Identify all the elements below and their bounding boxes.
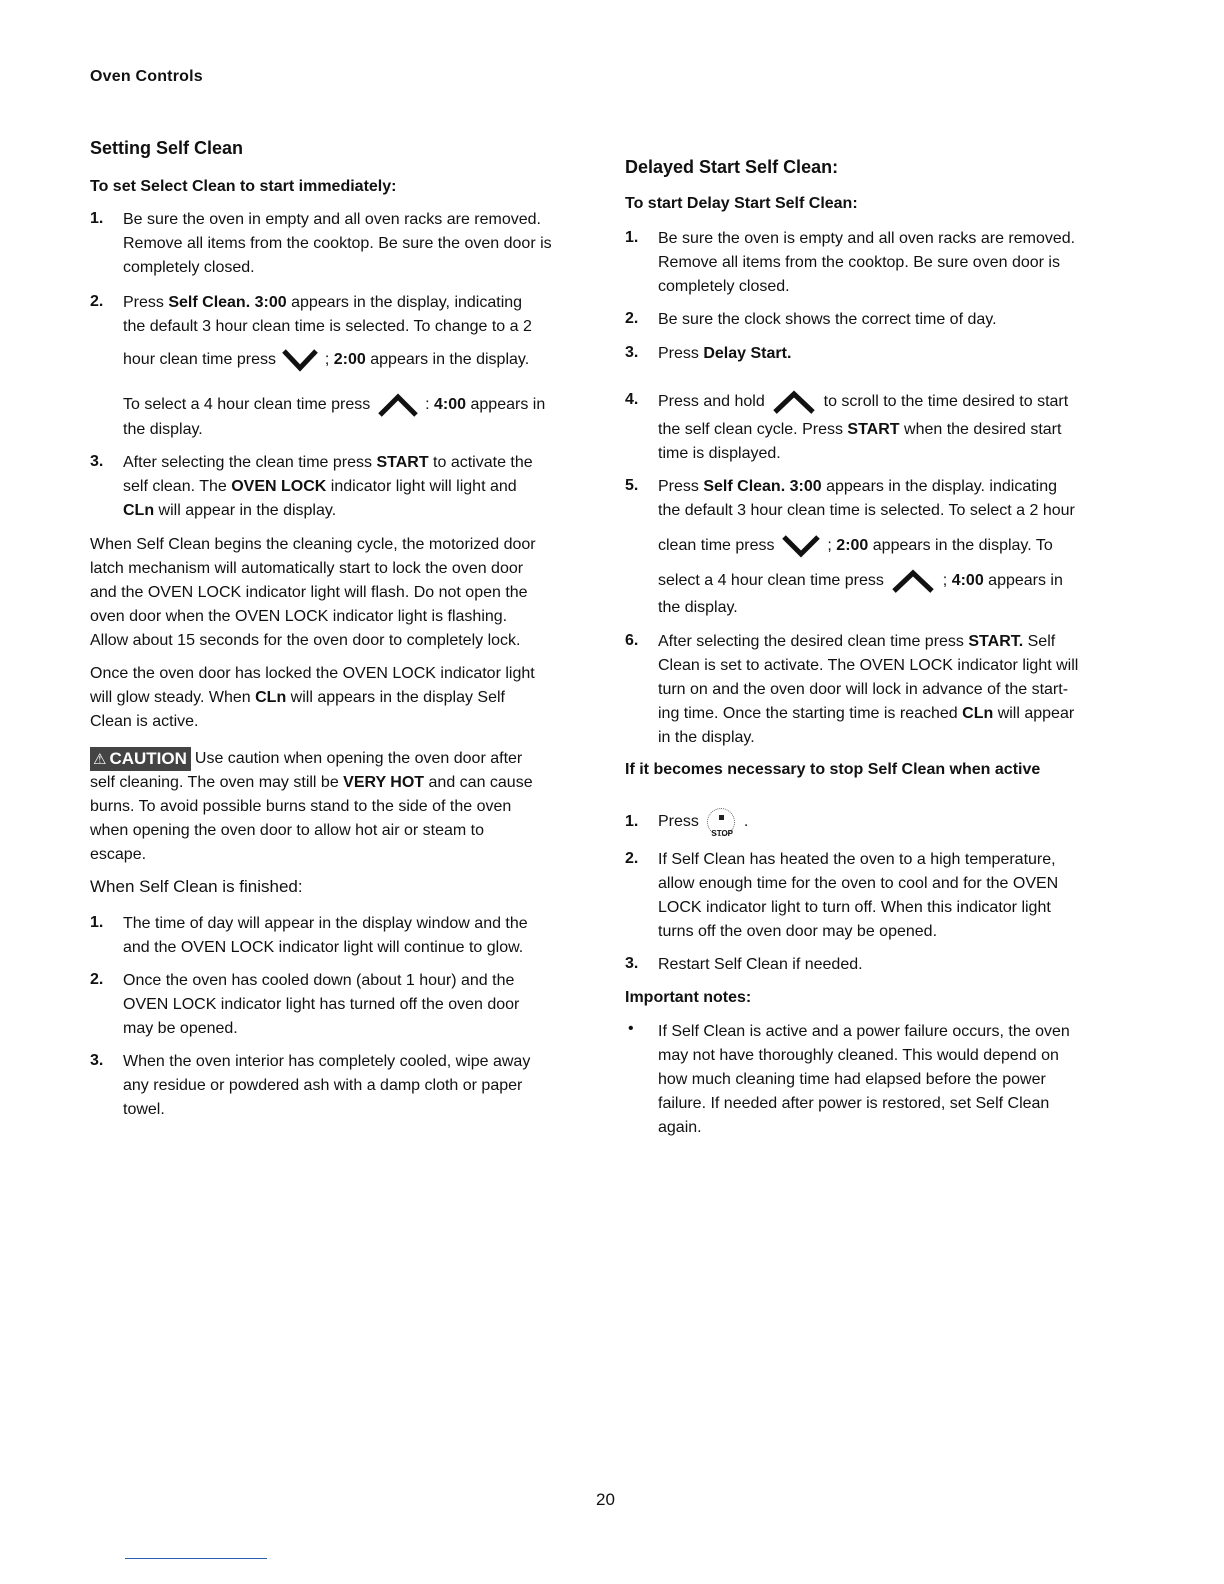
step-text: and the OVEN LOCK indicator light will continue to glow. (123, 939, 524, 956)
caution-text: burns. To avoid possible burns stand to the side of the oven (90, 798, 512, 815)
step-text: Press STOP . (658, 808, 748, 836)
step-text: The time of day will appear in the display window and the (123, 915, 528, 932)
step-text: Press and hold to scroll to the time desired to start (658, 388, 1068, 416)
step-text: Once the oven has cooled down (about 1 hour) and the (123, 972, 515, 989)
step-number: 1. (625, 229, 639, 246)
step-text: Remove all items from the cooktop. Be sure oven door is (658, 254, 1060, 271)
page-number: 20 (596, 1490, 615, 1509)
footnote-rule (125, 1558, 267, 1559)
step-number: 1. (90, 210, 104, 227)
paragraph-text: oven door when the OVEN LOCK indicator light is flashing. (90, 608, 508, 625)
delayed-start-title: Delayed Start Self Clean: (625, 157, 839, 177)
paragraph-text: Allow about 15 seconds for the oven door to completely lock. (90, 632, 521, 649)
paragraph-text: Clean is active. (90, 713, 199, 730)
caution-text: self cleaning. The oven may still be VERY HOT and can cause (90, 774, 533, 791)
step-text: allow enough time for the oven to cool and for the OVEN (658, 875, 1059, 892)
step-text: After selecting the desired clean time press START. Self (658, 633, 1056, 650)
step-text: self clean. The OVEN LOCK indicator light will light and (123, 478, 517, 495)
chevron-down-icon (280, 346, 320, 374)
step-text: towel. (123, 1101, 165, 1118)
step-number: 3. (90, 453, 104, 470)
delayed-start-subtitle: To start Delay Start Self Clean: (625, 195, 858, 212)
step-text: in the display. (658, 729, 755, 746)
note-text: failure. If needed after power is restored, set Self Clean (658, 1095, 1050, 1112)
stop-icon: STOP (707, 808, 735, 836)
chevron-down-icon (779, 532, 823, 560)
immediate-subtitle: To set Select Clean to start immediately: (90, 178, 397, 195)
step-text: ing time. Once the starting time is reached CLn will appear (658, 705, 1075, 722)
step-text: Press Self Clean. 3:00 appears in the display. indicating (658, 478, 1058, 495)
paragraph-text: and the OVEN LOCK indicator light will flash. Do not open the (90, 584, 528, 601)
step-text: the display. (658, 599, 738, 616)
step-text: CLn will appear in the display. (123, 502, 337, 519)
stop-subtitle: If it becomes necessary to stop Self Clean when active (625, 761, 1041, 778)
step-text: turn on and the oven door will lock in advance of the start- (658, 681, 1069, 698)
step-number: 3. (625, 955, 639, 972)
step-text: Press Delay Start. (658, 345, 792, 362)
step-number: 1. (90, 914, 104, 931)
chevron-up-icon (375, 391, 421, 419)
paragraph-text: latch mechanism will automatically start to lock the oven door (90, 560, 524, 577)
caution-text: escape. (90, 846, 147, 863)
paragraph-text: When Self Clean begins the cleaning cycle, the motorized door (90, 536, 536, 553)
step-text: Be sure the oven in empty and all oven racks are removed. (123, 211, 541, 228)
step-number: 2. (625, 850, 639, 867)
step-number: 3. (625, 344, 639, 361)
finished-subtitle: When Self Clean is finished: (90, 877, 303, 896)
step-text: clean time press ; 2:00 appears in the display. To (658, 532, 1053, 560)
step-text: turns off the oven door may be opened. (658, 923, 938, 940)
step-text: completely closed. (123, 259, 255, 276)
step-text: Be sure the clock shows the correct time of day. (658, 311, 997, 328)
step-text: When the oven interior has completely cooled, wipe away (123, 1053, 531, 1070)
caution-text: ⚠ CAUTION Use caution when opening the oven door after (90, 747, 522, 771)
step-text: Press Self Clean. 3:00 appears in the display, indicating (123, 294, 523, 311)
paragraph-text: Once the oven door has locked the OVEN LOCK indicator light (90, 665, 535, 682)
important-notes-title: Important notes: (625, 989, 752, 1006)
note-text: how much cleaning time had elapsed before the power (658, 1071, 1046, 1088)
chevron-up-icon (888, 567, 938, 595)
step-text: time is displayed. (658, 445, 781, 462)
step-text: hour clean time press ; 2:00 appears in the display. (123, 346, 529, 374)
step-text: OVEN LOCK indicator light has turned off the oven door (123, 996, 520, 1013)
note-text: may not have thoroughly cleaned. This would depend on (658, 1047, 1059, 1064)
step-text: Remove all items from the cooktop. Be sure the oven door is (123, 235, 552, 252)
step-text: completely closed. (658, 278, 790, 295)
step-text: any residue or powdered ash with a damp cloth or paper (123, 1077, 523, 1094)
step-text: Be sure the oven is empty and all oven racks are removed. (658, 230, 1076, 247)
step-number: 2. (90, 293, 104, 310)
step-text: Restart Self Clean if needed. (658, 956, 863, 973)
note-text: again. (658, 1119, 702, 1136)
step-text: the self clean cycle. Press START when the desired start (658, 421, 1062, 438)
step-number: 1. (625, 813, 639, 830)
step-number: 3. (90, 1052, 104, 1069)
step-text: the default 3 hour clean time is selected. To change to a 2 (123, 318, 532, 335)
step-text: After selecting the clean time press START to activate the (123, 454, 533, 471)
step-text: Clean is set to activate. The OVEN LOCK indicator light will (658, 657, 1079, 674)
step-text: the display. (123, 421, 203, 438)
caution-badge: ⚠ CAUTION (90, 747, 191, 771)
step-text: If Self Clean has heated the oven to a high temperature, (658, 851, 1056, 868)
step-number: 4. (625, 391, 639, 408)
step-number: 6. (625, 632, 639, 649)
note-text: If Self Clean is active and a power failure occurs, the oven (658, 1023, 1070, 1040)
step-text: To select a 4 hour clean time press : 4:00 appears in (123, 391, 545, 419)
step-number: 2. (625, 310, 639, 327)
bullet: • (628, 1020, 634, 1037)
self-clean-title: Setting Self Clean (90, 138, 244, 158)
caution-text: when opening the oven door to allow hot air or steam to (90, 822, 485, 839)
step-text: select a 4 hour clean time press ; 4:00 appears in (658, 567, 1063, 595)
step-text: the default 3 hour clean time is selected. To select a 2 hour (658, 502, 1075, 519)
section-header: Oven Controls (90, 68, 203, 85)
warning-icon: ⚠ (93, 751, 107, 768)
chevron-up-icon (769, 388, 819, 416)
step-number: 5. (625, 477, 639, 494)
paragraph-text: will glow steady. When CLn will appears in the display Self (90, 689, 505, 706)
step-text: may be opened. (123, 1020, 238, 1037)
step-text: LOCK indicator light to turn off. When this indicator light (658, 899, 1051, 916)
step-number: 2. (90, 971, 104, 988)
